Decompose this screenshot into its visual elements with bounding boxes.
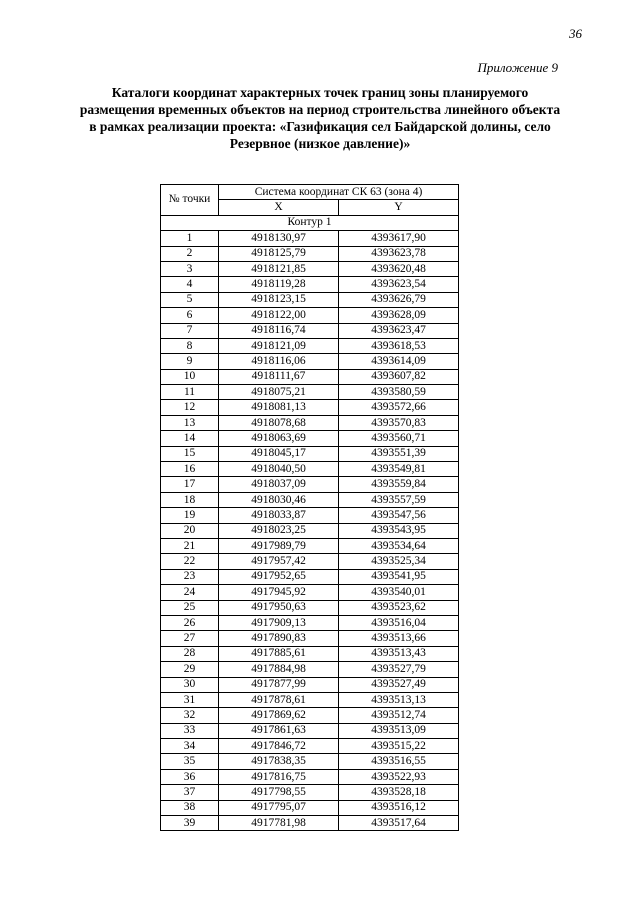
- x-coordinate-cell: 4917885,61: [219, 646, 339, 661]
- table-row: [161, 816, 459, 831]
- point-number-cell: 26: [161, 615, 219, 630]
- point-number-cell: 37: [161, 785, 219, 800]
- point-number-cell: 31: [161, 692, 219, 707]
- point-number-cell: 35: [161, 754, 219, 769]
- y-coordinate-cell: 4393525,34: [339, 554, 459, 569]
- table-header-row: [161, 185, 459, 200]
- table-row: [161, 708, 459, 723]
- point-number-cell: 3: [161, 261, 219, 276]
- x-coordinate-cell: 4918116,06: [219, 354, 339, 369]
- y-coordinate-cell: 4393534,64: [339, 538, 459, 553]
- x-coordinate-cell: 4918119,28: [219, 277, 339, 292]
- y-coordinate-cell: 4393560,71: [339, 431, 459, 446]
- table-row: [161, 385, 459, 400]
- table-row: [161, 277, 459, 292]
- table-row: [161, 646, 459, 661]
- table-row: [161, 462, 459, 477]
- x-column-header: X: [219, 200, 339, 215]
- table-row: [161, 569, 459, 584]
- table-row: [161, 754, 459, 769]
- table-row: [161, 323, 459, 338]
- x-coordinate-cell: 4917957,42: [219, 554, 339, 569]
- table-row: [161, 492, 459, 507]
- y-coordinate-cell: 4393572,66: [339, 400, 459, 415]
- x-coordinate-cell: 4918116,74: [219, 323, 339, 338]
- point-number-cell: 38: [161, 800, 219, 815]
- coordinates-table: [160, 184, 459, 831]
- table-row: [161, 692, 459, 707]
- x-coordinate-cell: 4918023,25: [219, 523, 339, 538]
- table-row: [161, 338, 459, 353]
- y-coordinate-cell: 4393580,59: [339, 385, 459, 400]
- point-number-cell: 29: [161, 662, 219, 677]
- y-coordinate-cell: 4393549,81: [339, 462, 459, 477]
- point-number-cell: 11: [161, 385, 219, 400]
- point-number-cell: 12: [161, 400, 219, 415]
- x-coordinate-cell: 4917909,13: [219, 615, 339, 630]
- point-number-cell: 6: [161, 308, 219, 323]
- table-row: [161, 415, 459, 430]
- point-number-cell: 18: [161, 492, 219, 507]
- point-number-cell: 25: [161, 600, 219, 615]
- table-row: [161, 538, 459, 553]
- point-number-cell: 32: [161, 708, 219, 723]
- x-coordinate-cell: 4918063,69: [219, 431, 339, 446]
- y-coordinate-cell: 4393513,43: [339, 646, 459, 661]
- table-row: [161, 723, 459, 738]
- x-coordinate-cell: 4917838,35: [219, 754, 339, 769]
- table-row: [161, 600, 459, 615]
- y-coordinate-cell: 4393512,74: [339, 708, 459, 723]
- x-coordinate-cell: 4917945,92: [219, 585, 339, 600]
- point-number-cell: 8: [161, 338, 219, 353]
- y-coordinate-cell: 4393626,79: [339, 292, 459, 307]
- x-coordinate-cell: 4917952,65: [219, 569, 339, 584]
- y-coordinate-cell: 4393527,79: [339, 662, 459, 677]
- table-row: [161, 739, 459, 754]
- y-coordinate-cell: 4393618,53: [339, 338, 459, 353]
- x-coordinate-cell: 4918040,50: [219, 462, 339, 477]
- point-number-cell: 33: [161, 723, 219, 738]
- point-number-cell: 23: [161, 569, 219, 584]
- y-coordinate-cell: 4393528,18: [339, 785, 459, 800]
- y-coordinate-cell: 4393623,47: [339, 323, 459, 338]
- point-number-cell: 27: [161, 631, 219, 646]
- x-coordinate-cell: 4918045,17: [219, 446, 339, 461]
- table-row: [161, 769, 459, 784]
- table-row: [161, 677, 459, 692]
- x-coordinate-cell: 4917878,61: [219, 692, 339, 707]
- table-row: [161, 785, 459, 800]
- y-coordinate-cell: 4393623,54: [339, 277, 459, 292]
- y-coordinate-cell: 4393527,49: [339, 677, 459, 692]
- table-row: [161, 369, 459, 384]
- y-coordinate-cell: 4393620,48: [339, 261, 459, 276]
- point-number-cell: 22: [161, 554, 219, 569]
- x-coordinate-cell: 4918121,85: [219, 261, 339, 276]
- table-row: [161, 261, 459, 276]
- table-body: [161, 215, 459, 831]
- point-number-cell: 5: [161, 292, 219, 307]
- table-row: [161, 446, 459, 461]
- table-row: [161, 615, 459, 630]
- page-number: 36: [569, 26, 582, 41]
- point-number-cell: 17: [161, 477, 219, 492]
- x-coordinate-cell: 4918037,09: [219, 477, 339, 492]
- x-coordinate-cell: 4918130,97: [219, 231, 339, 246]
- y-coordinate-cell: 4393513,66: [339, 631, 459, 646]
- contour-row: [161, 215, 459, 230]
- x-coordinate-cell: 4917989,79: [219, 538, 339, 553]
- y-coordinate-cell: 4393607,82: [339, 369, 459, 384]
- x-coordinate-cell: 4918030,46: [219, 492, 339, 507]
- y-coordinate-cell: 4393522,93: [339, 769, 459, 784]
- table-row: [161, 246, 459, 261]
- point-number-cell: 4: [161, 277, 219, 292]
- point-number-cell: 36: [161, 769, 219, 784]
- table-row: [161, 554, 459, 569]
- coordinate-system-header: Система координат СК 63 (зона 4): [219, 185, 459, 200]
- point-number-cell: 39: [161, 816, 219, 831]
- y-coordinate-cell: 4393540,01: [339, 585, 459, 600]
- document-title: [60, 84, 580, 152]
- table-row: [161, 308, 459, 323]
- x-coordinate-cell: 4918033,87: [219, 508, 339, 523]
- point-number-cell: 24: [161, 585, 219, 600]
- point-number-cell: 15: [161, 446, 219, 461]
- x-coordinate-cell: 4917861,63: [219, 723, 339, 738]
- x-coordinate-cell: 4917890,83: [219, 631, 339, 646]
- y-coordinate-cell: 4393523,62: [339, 600, 459, 615]
- point-number-cell: 2: [161, 246, 219, 261]
- x-coordinate-cell: 4917798,55: [219, 785, 339, 800]
- x-coordinate-cell: 4918123,15: [219, 292, 339, 307]
- point-number-cell: 34: [161, 739, 219, 754]
- y-coordinate-cell: 4393557,59: [339, 492, 459, 507]
- x-coordinate-cell: 4918122,00: [219, 308, 339, 323]
- contour-label: Контур 1: [161, 215, 459, 230]
- table-row: [161, 431, 459, 446]
- x-coordinate-cell: 4917877,99: [219, 677, 339, 692]
- y-coordinate-cell: 4393551,39: [339, 446, 459, 461]
- y-coordinate-cell: 4393628,09: [339, 308, 459, 323]
- appendix-label: Приложение 9: [477, 60, 558, 75]
- point-number-cell: 19: [161, 508, 219, 523]
- x-coordinate-cell: 4918121,09: [219, 338, 339, 353]
- table-row: [161, 400, 459, 415]
- table-row: [161, 585, 459, 600]
- y-coordinate-cell: 4393517,64: [339, 816, 459, 831]
- point-number-cell: 9: [161, 354, 219, 369]
- y-coordinate-cell: 4393547,56: [339, 508, 459, 523]
- x-coordinate-cell: 4917795,07: [219, 800, 339, 815]
- table-row: [161, 354, 459, 369]
- title-line: размещения временных объектов на период строительства линейного объекта: [79, 102, 561, 117]
- title-line: Каталоги координат характерных точек границ зоны планируемого: [111, 85, 529, 100]
- point-number-header: № точки: [161, 185, 219, 216]
- table-row: [161, 631, 459, 646]
- point-number-cell: 7: [161, 323, 219, 338]
- title-line: в рамках реализации проекта: «Газификация сел Байдарской долины, село: [89, 119, 551, 134]
- x-coordinate-cell: 4918111,67: [219, 369, 339, 384]
- y-coordinate-cell: 4393516,12: [339, 800, 459, 815]
- table-row: [161, 662, 459, 677]
- y-coordinate-cell: 4393614,09: [339, 354, 459, 369]
- y-coordinate-cell: 4393516,04: [339, 615, 459, 630]
- x-coordinate-cell: 4917950,63: [219, 600, 339, 615]
- y-coordinate-cell: 4393570,83: [339, 415, 459, 430]
- table-row: [161, 508, 459, 523]
- point-number-cell: 21: [161, 538, 219, 553]
- y-coordinate-cell: 4393623,78: [339, 246, 459, 261]
- y-coordinate-cell: 4393541,95: [339, 569, 459, 584]
- y-coordinate-cell: 4393559,84: [339, 477, 459, 492]
- y-column-header: Y: [339, 200, 459, 215]
- point-number-cell: 10: [161, 369, 219, 384]
- y-coordinate-cell: 4393617,90: [339, 231, 459, 246]
- x-coordinate-cell: 4918078,68: [219, 415, 339, 430]
- y-coordinate-cell: 4393513,13: [339, 692, 459, 707]
- point-number-cell: 13: [161, 415, 219, 430]
- x-coordinate-cell: 4917869,62: [219, 708, 339, 723]
- x-coordinate-cell: 4917781,98: [219, 816, 339, 831]
- table-row: [161, 292, 459, 307]
- x-coordinate-cell: 4917846,72: [219, 739, 339, 754]
- point-number-cell: 30: [161, 677, 219, 692]
- table-row: [161, 523, 459, 538]
- x-coordinate-cell: 4918075,21: [219, 385, 339, 400]
- point-number-cell: 16: [161, 462, 219, 477]
- x-coordinate-cell: 4917816,75: [219, 769, 339, 784]
- table-row: [161, 231, 459, 246]
- y-coordinate-cell: 4393513,09: [339, 723, 459, 738]
- title-line: Резервное (низкое давление)»: [229, 136, 411, 151]
- y-coordinate-cell: 4393543,95: [339, 523, 459, 538]
- x-coordinate-cell: 4917884,98: [219, 662, 339, 677]
- point-number-cell: 14: [161, 431, 219, 446]
- y-coordinate-cell: 4393516,55: [339, 754, 459, 769]
- y-coordinate-cell: 4393515,22: [339, 739, 459, 754]
- point-number-cell: 1: [161, 231, 219, 246]
- table-row: [161, 800, 459, 815]
- point-number-cell: 28: [161, 646, 219, 661]
- x-coordinate-cell: 4918081,13: [219, 400, 339, 415]
- point-number-cell: 20: [161, 523, 219, 538]
- table-row: [161, 477, 459, 492]
- x-coordinate-cell: 4918125,79: [219, 246, 339, 261]
